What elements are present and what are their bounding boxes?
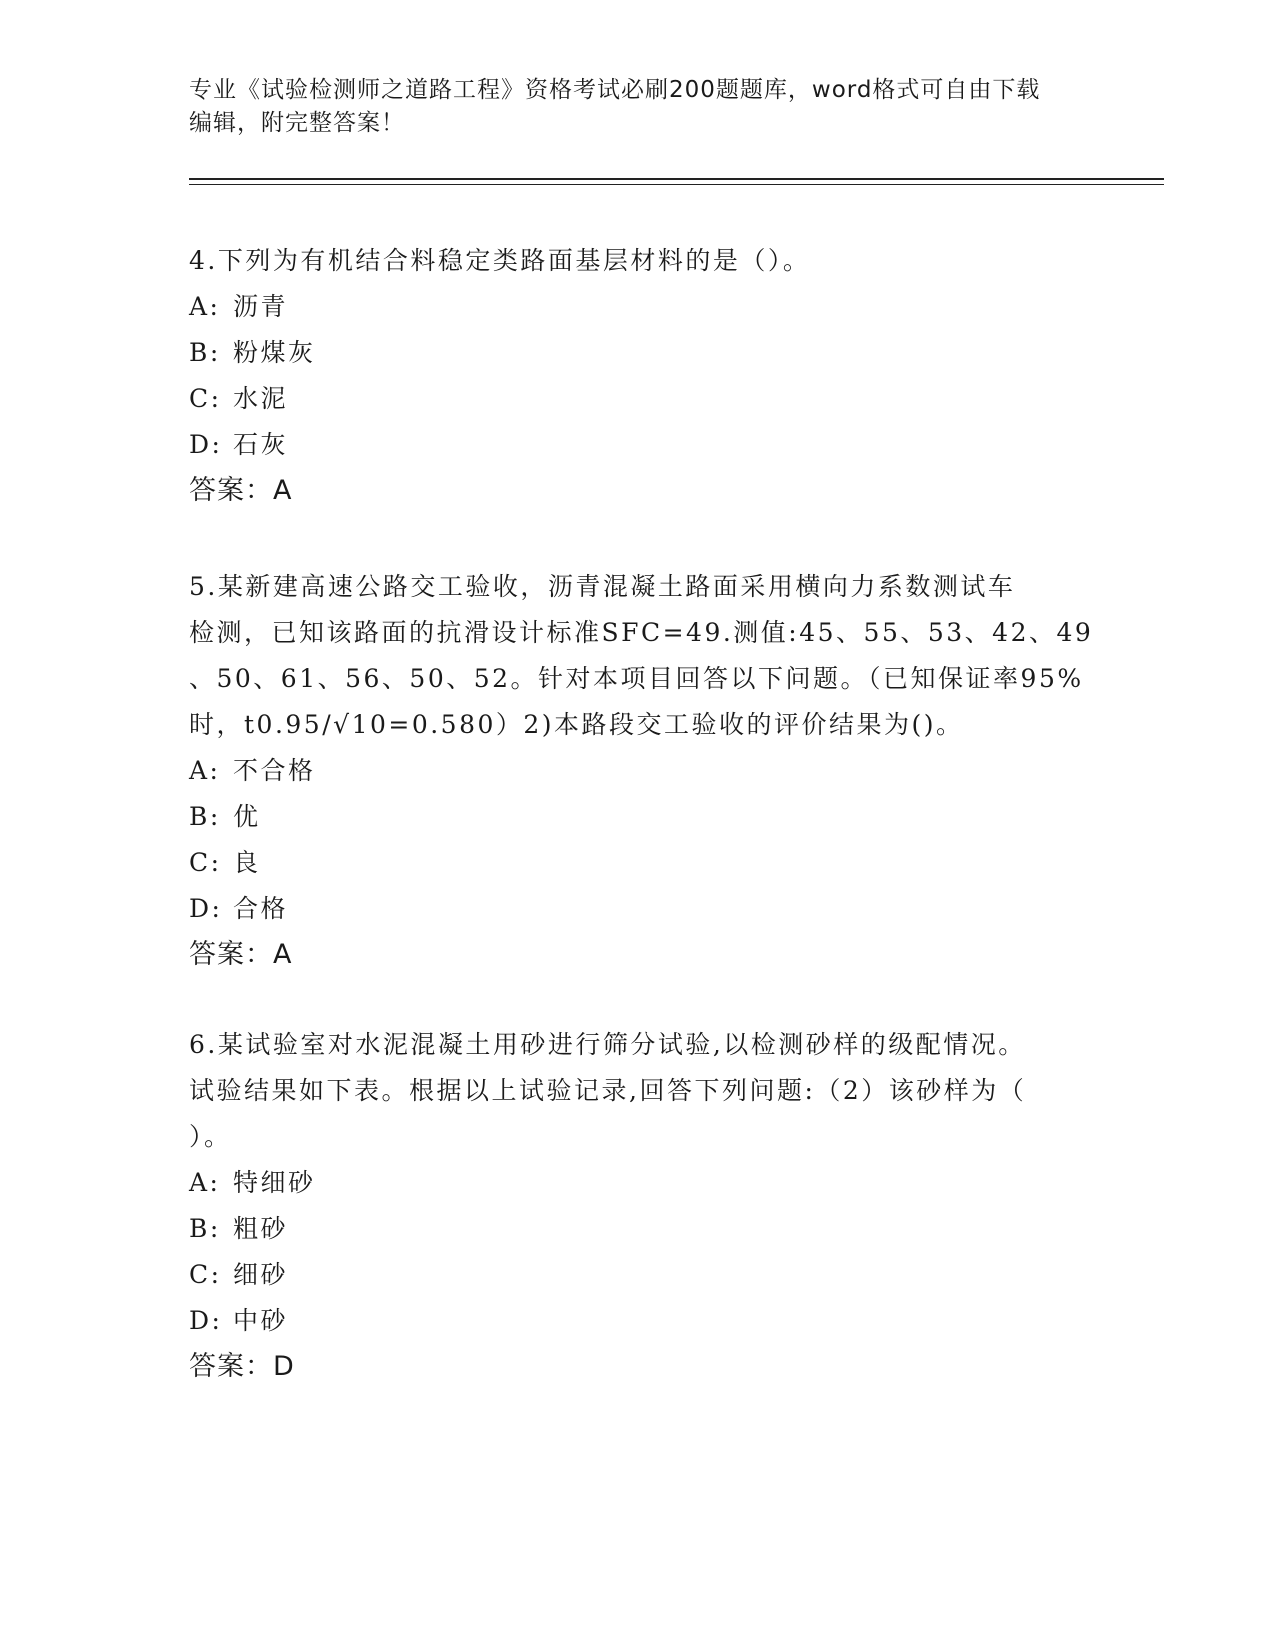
option-key: B: (189, 802, 221, 831)
option-b (189, 794, 1089, 840)
question-5 (189, 564, 1094, 978)
option-text: 粉煤灰 (233, 338, 316, 367)
option-text: 合格 (233, 894, 289, 923)
question-stem (189, 564, 1094, 748)
option-key: D: (189, 894, 223, 923)
option-c (189, 1252, 1089, 1298)
option-key: A: (189, 292, 221, 321)
option-key: C: (189, 384, 222, 413)
option-c (189, 840, 1089, 886)
option-text: 水泥 (233, 384, 289, 413)
option-a (189, 748, 1089, 794)
header-divider-thin (189, 184, 1164, 185)
stem-line: ）。 (189, 1122, 232, 1151)
option-key: C: (189, 1260, 222, 1289)
option-text: 良 (233, 848, 261, 877)
stem-line: 4.下列为有机结合料稳定类路面基层材料的是（）。 (189, 246, 811, 275)
question-stem (189, 1022, 1089, 1160)
option-text: 粗砂 (233, 1214, 289, 1243)
option-key: D: (189, 430, 223, 459)
question-4 (189, 238, 1089, 514)
header-line-2: 编辑，附完整答案！ (189, 110, 405, 136)
document-header (189, 74, 1089, 140)
option-text: 石灰 (233, 430, 289, 459)
answer-line: 答案：A (189, 475, 293, 506)
header-divider-thick (189, 178, 1164, 180)
option-key: C: (189, 848, 222, 877)
option-b (189, 330, 1089, 376)
stem-line: 试验结果如下表。根据以上试验记录,回答下列问题:（2）该砂样为（ (189, 1076, 1027, 1105)
option-d (189, 1298, 1089, 1344)
question-stem (189, 238, 1089, 284)
option-key: D: (189, 1306, 223, 1335)
option-b (189, 1206, 1089, 1252)
option-text: 特细砂 (233, 1168, 316, 1197)
option-key: A: (189, 756, 221, 785)
option-d (189, 886, 1089, 932)
option-c (189, 376, 1089, 422)
option-d (189, 422, 1089, 468)
stem-line: 5.某新建高速公路交工验收，沥青混凝土路面采用横向力系数测试车 (189, 572, 1016, 601)
option-key: B: (189, 1214, 221, 1243)
option-text: 细砂 (233, 1260, 289, 1289)
answer-line: 答案：A (189, 939, 293, 970)
option-key: B: (189, 338, 221, 367)
question-6 (189, 1022, 1089, 1390)
stem-line: 检测，已知该路面的抗滑设计标准SFC=49.测值:45、55、53、42、49 (189, 618, 1094, 647)
stem-line: 、50、61、56、50、52。针对本项目回答以下问题。（已知保证率95% (189, 664, 1084, 693)
option-text: 优 (233, 802, 261, 831)
option-text: 中砂 (233, 1306, 289, 1335)
option-key: A: (189, 1168, 221, 1197)
header-line-1: 专业《试验检测师之道路工程》资格考试必刷200题题库，word格式可自由下载 (189, 77, 1041, 103)
option-a (189, 1160, 1089, 1206)
stem-line: 6.某试验室对水泥混凝土用砂进行筛分试验,以检测砂样的级配情况。 (189, 1030, 1026, 1059)
option-text: 沥青 (233, 292, 289, 321)
stem-line: 时，t0.95/√10=0.580）2)本路段交工验收的评价结果为()。 (189, 710, 964, 739)
answer-line: 答案：D (189, 1351, 295, 1382)
option-a (189, 284, 1089, 330)
option-text: 不合格 (233, 756, 316, 785)
